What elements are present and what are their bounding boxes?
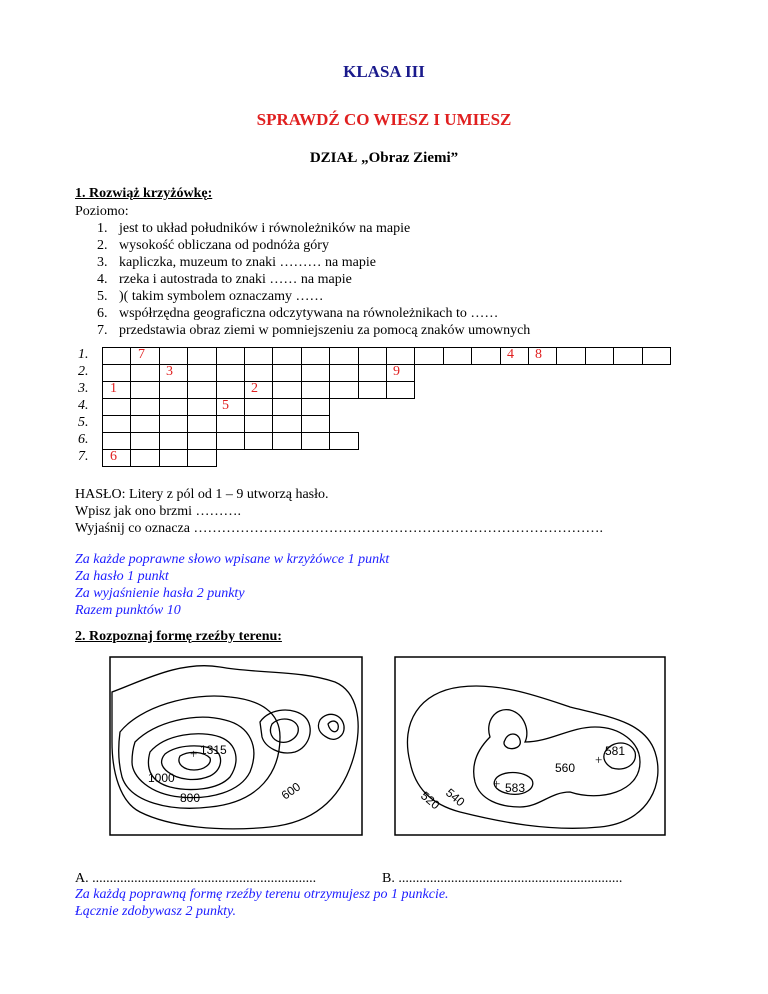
clue-1: 1. jest to układ południków i równoleżników na mapie — [97, 221, 411, 236]
answer-b[interactable]: B. ................................................................ — [382, 871, 623, 886]
map-b-label: 520 — [418, 788, 443, 813]
crossword-cell[interactable] — [301, 364, 330, 382]
row-label: 6. — [78, 432, 89, 447]
crossword-cell[interactable] — [187, 398, 216, 416]
crossword-cell[interactable] — [528, 347, 557, 365]
crossword-cell[interactable] — [102, 398, 131, 416]
crossword-cell[interactable] — [386, 381, 415, 399]
crossword-cell[interactable] — [102, 347, 131, 365]
crossword-cell[interactable] — [443, 347, 472, 365]
crossword-cell[interactable] — [244, 364, 273, 382]
crossword-cell[interactable] — [244, 415, 273, 433]
crossword-cell[interactable] — [130, 364, 159, 382]
map-b-label: 581 — [605, 744, 626, 758]
cell-number: 3 — [166, 364, 173, 379]
crossword-cell[interactable] — [187, 449, 216, 467]
crossword-cell[interactable] — [216, 432, 245, 450]
crossword-cell[interactable] — [358, 364, 387, 382]
clue-7: 7. przedstawia obraz ziemi w pomniejszeniu za pomocą znaków umownych — [97, 323, 531, 338]
crossword-cell[interactable] — [130, 398, 159, 416]
crossword-cell[interactable] — [187, 415, 216, 433]
crossword-cell[interactable] — [386, 364, 415, 382]
crossword-cell[interactable] — [301, 381, 330, 399]
scoring-line: Razem punktów 10 — [75, 603, 181, 618]
crossword-cell[interactable] — [500, 347, 529, 365]
crossword-cell[interactable] — [301, 432, 330, 450]
cell-number: 7 — [138, 347, 145, 362]
map-b-label: 583 — [505, 781, 526, 795]
crossword-cell[interactable] — [187, 364, 216, 382]
clue-2: 2. wysokość obliczana od podnóża góry — [97, 238, 329, 253]
password-line: HASŁO: Litery z pól od 1 – 9 utworzą hasło. — [75, 487, 329, 502]
crossword-cell[interactable] — [244, 432, 273, 450]
task1-title: 1. Rozwiąż krzyżówkę: — [75, 186, 213, 201]
crossword-cell[interactable] — [272, 381, 301, 399]
summit-marker: + — [595, 752, 603, 767]
scoring-line: Za hasło 1 punkt — [75, 569, 169, 584]
crossword-cell[interactable] — [159, 347, 188, 365]
crossword-cell[interactable] — [329, 381, 358, 399]
crossword-cell[interactable] — [358, 347, 387, 365]
crossword-cell[interactable] — [244, 347, 273, 365]
crossword-cell[interactable] — [272, 364, 301, 382]
map-b-label: 560 — [555, 761, 576, 775]
scoring-line: Za wyjaśnienie hasła 2 punkty — [75, 586, 245, 601]
crossword-cell[interactable] — [471, 347, 500, 365]
summit-marker: + — [493, 776, 501, 791]
map-a-label: 1000 — [148, 771, 175, 785]
crossword-cell[interactable] — [159, 364, 188, 382]
crossword-cell[interactable] — [329, 432, 358, 450]
crossword-cell[interactable] — [414, 347, 443, 365]
crossword-cell[interactable] — [130, 449, 159, 467]
cell-number: 4 — [507, 347, 514, 362]
crossword-cell[interactable] — [358, 381, 387, 399]
crossword-cell[interactable] — [159, 432, 188, 450]
summit-marker: + — [190, 746, 198, 761]
page-title: SPRAWDŹ CO WIESZ I UMIESZ — [256, 110, 512, 129]
answer-a[interactable]: A. ................................................................ — [75, 871, 317, 886]
row-label: 3. — [78, 381, 89, 396]
task2-title: 2. Rozpoznaj formę rzeźby terenu: — [75, 629, 282, 644]
cell-number: 6 — [110, 449, 117, 464]
map-a-frame — [110, 657, 362, 835]
crossword-cell[interactable] — [585, 347, 614, 365]
crossword-cell[interactable] — [159, 449, 188, 467]
crossword-cell[interactable] — [272, 415, 301, 433]
crossword-cell[interactable] — [386, 347, 415, 365]
crossword-cell[interactable] — [272, 432, 301, 450]
map-a-label: 800 — [180, 791, 201, 805]
map-a-label: 600 — [278, 779, 304, 803]
crossword-cell[interactable] — [159, 381, 188, 399]
map-b-label: 540 — [443, 785, 468, 810]
horizontal-label: Poziomo: — [75, 204, 129, 219]
crossword-cell[interactable] — [301, 415, 330, 433]
cell-number: 8 — [535, 347, 542, 362]
crossword-cell[interactable] — [272, 347, 301, 365]
crossword-cell[interactable] — [130, 415, 159, 433]
crossword-cell[interactable] — [216, 415, 245, 433]
clue-6: 6. współrzędna geograficzna odczytywana na równoleżnikach to …… — [97, 306, 499, 321]
explain-line: Wyjaśnij co oznacza ……………………………………………………………………………. — [75, 521, 603, 536]
crossword-cell[interactable] — [613, 347, 642, 365]
crossword-cell[interactable] — [301, 347, 330, 365]
crossword-cell[interactable] — [102, 432, 131, 450]
crossword-cell[interactable] — [102, 364, 131, 382]
crossword-cell[interactable] — [216, 381, 245, 399]
crossword-cell[interactable] — [130, 432, 159, 450]
crossword-cell[interactable] — [216, 364, 245, 382]
map-a-label: 1315 — [200, 743, 227, 757]
clue-3: 3. kapliczka, muzeum to znaki ……… na mapie — [97, 255, 376, 270]
crossword-cell[interactable] — [187, 347, 216, 365]
crossword-cell[interactable] — [301, 398, 330, 416]
crossword-cell[interactable] — [187, 381, 216, 399]
crossword-cell[interactable] — [272, 398, 301, 416]
row-label: 2. — [78, 364, 89, 379]
class-heading: KLASA III — [343, 62, 425, 81]
section-heading: DZIAŁ „Obraz Ziemi” — [309, 150, 459, 166]
crossword-cell[interactable] — [329, 364, 358, 382]
task2-scoring: Łącznie zdobywasz 2 punkty. — [75, 904, 236, 919]
cell-number: 9 — [393, 364, 400, 379]
cell-number: 1 — [110, 381, 117, 396]
row-label: 5. — [78, 415, 89, 430]
clue-4: 4. rzeka i autostrada to znaki …… na mapie — [97, 272, 352, 287]
crossword-cell[interactable] — [244, 398, 273, 416]
crossword-cell[interactable] — [556, 347, 585, 365]
crossword-cell[interactable] — [216, 398, 245, 416]
crossword-cell[interactable] — [216, 347, 245, 365]
row-label: 1. — [78, 347, 89, 362]
clue-5: 5. )( takim symbolem oznaczamy …… — [97, 289, 324, 304]
crossword-cell[interactable] — [187, 432, 216, 450]
scoring-line: Za każde poprawne słowo wpisane w krzyżówce 1 punkt — [75, 552, 390, 567]
cell-number: 5 — [222, 398, 229, 413]
crossword-cell[interactable] — [244, 381, 273, 399]
write-line: Wpisz jak ono brzmi ………. — [75, 504, 242, 519]
crossword-cell[interactable] — [159, 398, 188, 416]
crossword-cell[interactable] — [130, 381, 159, 399]
cell-number: 2 — [251, 381, 258, 396]
task2-scoring: Za każdą poprawną formę rzeźby terenu otrzymujesz po 1 punkcie. — [75, 887, 449, 902]
contour-maps — [100, 652, 668, 842]
crossword-cell[interactable] — [130, 347, 159, 365]
crossword-cell[interactable] — [102, 415, 131, 433]
row-label: 7. — [78, 449, 89, 464]
crossword-cell[interactable] — [329, 347, 358, 365]
crossword-cell[interactable] — [642, 347, 671, 365]
row-label: 4. — [78, 398, 89, 413]
crossword-cell[interactable] — [159, 415, 188, 433]
